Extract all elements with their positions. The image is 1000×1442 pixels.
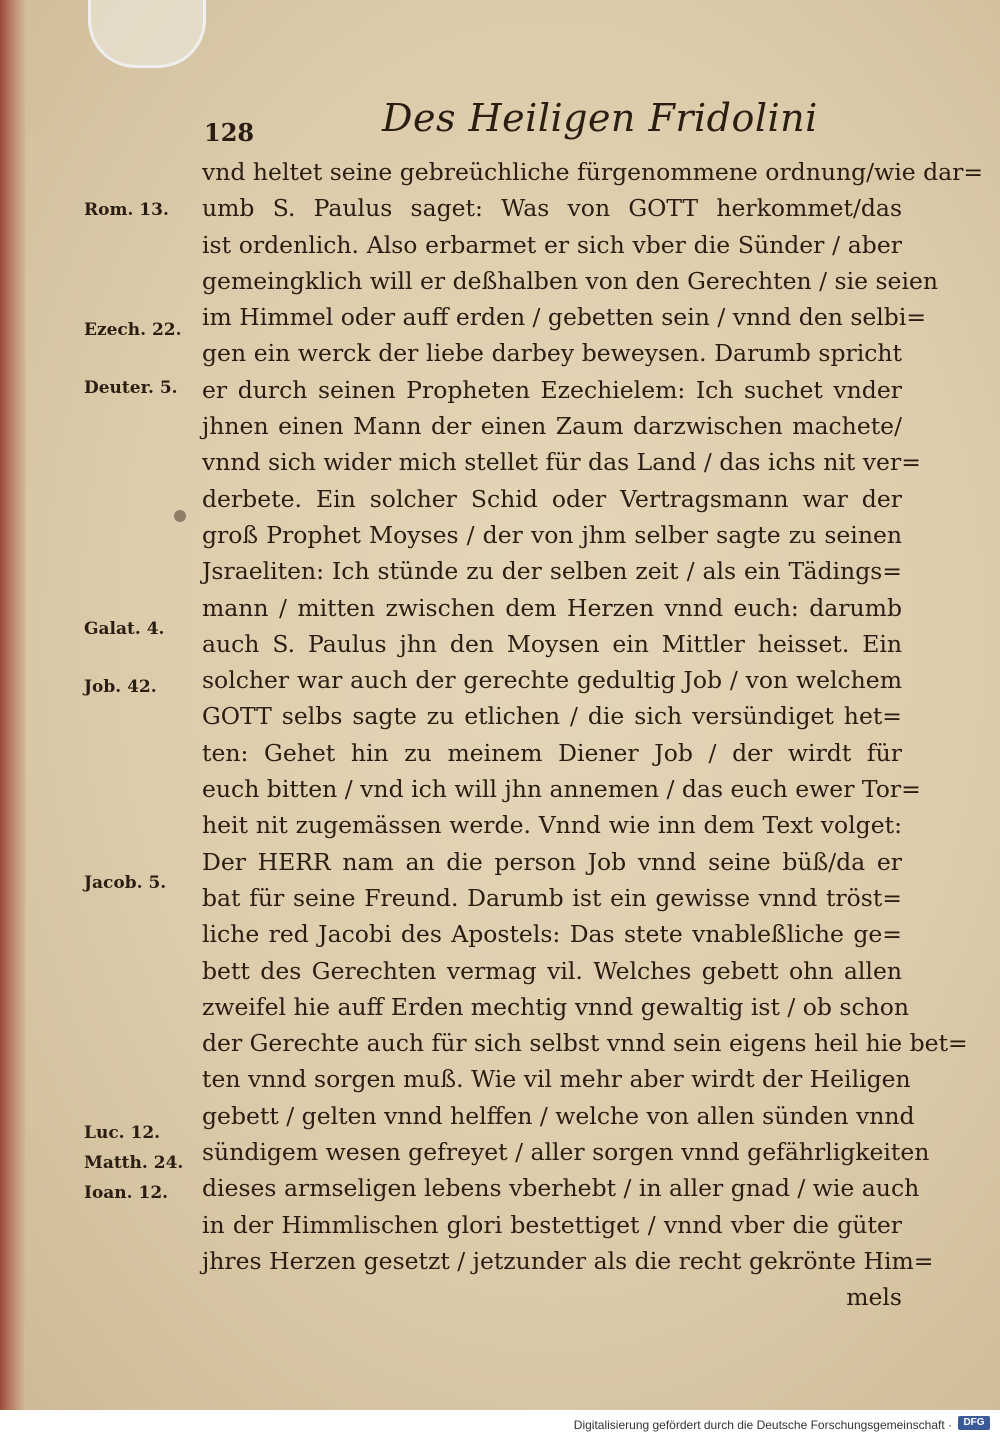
text-line: er durch seinen Propheten Ezechielem: Ich suchet vnder [202, 375, 902, 404]
margin-note-luc: Luc. 12. [84, 1123, 161, 1143]
text-line: mann / mitten zwischen dem Herzen vnnd euch: darumb [202, 593, 902, 622]
text-line: sündigem wesen gefreyet / aller sorgen vnnd gefährligkeiten [202, 1138, 930, 1167]
text-line: euch bitten / vnd ich will jhn annemen / das euch ewer Tor= [202, 775, 921, 804]
text-line: zweifel hie auff Erden mechtig vnnd gewaltig ist / ob schon [202, 992, 910, 1021]
page-number: 128 [204, 118, 255, 147]
text-line: vnd heltet seine gebreüchliche fürgenommene ordnung/wie dar= [202, 158, 984, 186]
text-line: ist ordenlich. Also erbarmet er sich vber die Sünder / aber [202, 230, 902, 259]
text-line: ten: Gehet hin zu meinem Diener Job / der wirdt für [202, 738, 902, 767]
page-edge [0, 0, 26, 1410]
text-line: Jsraeliten: Ich stünde zu der selben zeit / als ein Tädings= [202, 557, 902, 586]
margin-note-ioan: Ioan. 12. [84, 1183, 169, 1203]
text-line: gebett / gelten vnnd helffen / welche von allen sünden vnnd [202, 1101, 915, 1130]
margin-note-matth: Matth. 24. [84, 1153, 184, 1173]
text-line: dieses armseligen lebens vberhebt / in aller gnad / wie auch [202, 1174, 920, 1203]
text-line: heit nit zugemässen werde. Vnnd wie inn dem Text volget: [202, 811, 902, 840]
text-line: groß Prophet Moyses / der von jhm selber sagte zu seinen [202, 520, 902, 549]
text-line: umb S. Paulus saget: Was von GOTT herkommet/das [202, 194, 902, 223]
text-line: ten vnnd sorgen muß. Wie vil mehr aber wirdt der Heiligen [202, 1065, 911, 1094]
margin-note-rom: Rom. 13. [84, 200, 169, 220]
text-line: Der HERR nam an die person Job vnnd seine büß/da er [202, 847, 902, 876]
margin-note-job: Job. 42. [84, 677, 157, 697]
digitization-credit: Digitalisierung gefördert durch die Deutsche Forschungsgemeinschaft · [573, 1418, 952, 1432]
ink-smudge [174, 510, 186, 522]
catchword: mels [846, 1283, 902, 1312]
text-line: gemeingklich will er deßhalben von den Gerechten / sie seien [202, 266, 939, 295]
text-line: der Gerechte auch für sich selbst vnnd sein eigens heil hie bet= [202, 1029, 968, 1058]
margin-note-galat: Galat. 4. [84, 619, 165, 639]
margin-note-deuter: Deuter. 5. [84, 378, 178, 398]
text-line: gen ein werck der liebe darbey beweysen. Darumb spricht [202, 339, 902, 368]
main-text-block [202, 154, 984, 1316]
text-line: in der Himmlischen glori bestettiget / vnnd vber die güter [202, 1210, 902, 1239]
margin-note-jacob: Jacob. 5. [84, 873, 167, 893]
text-line: auch S. Paulus jhn den Moysen ein Mittler heisset. Ein [202, 629, 902, 658]
running-title: Des Heiligen Fridolini [382, 96, 818, 140]
text-line: im Himmel oder auff erden / gebetten sein / vnnd den selbi= [202, 303, 927, 332]
text-line: derbete. Ein solcher Schid oder Vertragsmann war der [202, 484, 902, 513]
text-line: liche red Jacobi des Apostels: Das stete vnableßliche ge= [202, 920, 902, 949]
text-line: vnnd sich wider mich stellet für das Land / das ichs nit ver= [202, 448, 921, 477]
dfg-logo: DFG [958, 1416, 990, 1430]
text-line: jhnen einen Mann der einen Zaum darzwischen machete/ [202, 412, 902, 441]
text-line: GOTT selbs sagte zu etlichen / die sich versündiget het= [202, 702, 902, 731]
text-line: bett des Gerechten vermag vil. Welches gebett ohn allen [202, 956, 902, 985]
paper-tab-mark [88, 0, 206, 68]
margin-note-ezech: Ezech. 22. [84, 320, 182, 340]
text-line: solcher war auch der gerechte gedultig Job / von welchem [202, 666, 902, 695]
text-line: bat für seine Freund. Darumb ist ein gewisse vnnd tröst= [202, 883, 902, 912]
text-line: jhres Herzen gesetzt / jetzunder als die recht gekrönte Him= [202, 1246, 934, 1275]
